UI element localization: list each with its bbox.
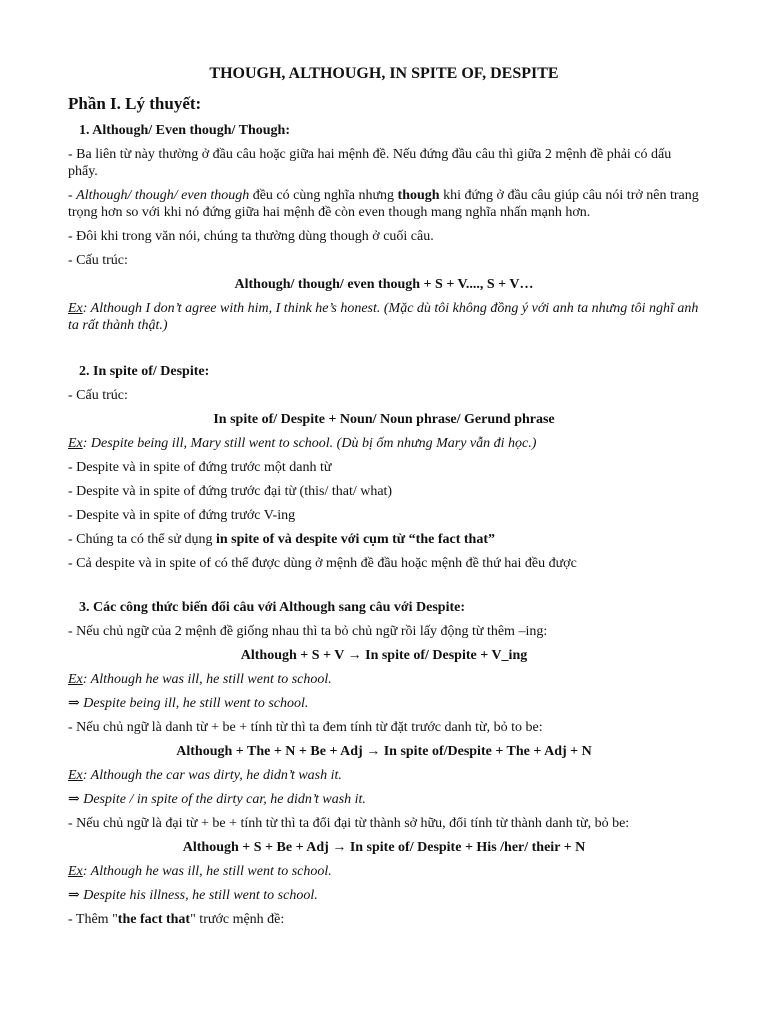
s2-paragraph-4: - Despite và in spite of đứng trước V-ing bbox=[68, 508, 296, 523]
s2-p5-start: - Chúng ta có thể sử dụng bbox=[68, 532, 216, 547]
part-heading: Phần I. Lý thuyết: bbox=[68, 94, 202, 113]
s3-rule-4 bbox=[68, 911, 700, 928]
spacer bbox=[68, 579, 700, 599]
section-1-heading: 1. Although/ Even though/ Though: bbox=[79, 123, 290, 138]
s3-rule-1: - Nếu chủ ngữ của 2 mệnh đề giống nhau thì ta bỏ chủ ngữ rồi lấy động từ thêm –ing: bbox=[68, 624, 548, 639]
s1-paragraph-4: - Cấu trúc: bbox=[68, 253, 128, 268]
s3-formula-1: Although + S + V → In spite of/ Despite + V_ing bbox=[240, 648, 528, 663]
s2-ex-label: Ex bbox=[68, 436, 83, 451]
s3-ex2-label: Ex bbox=[68, 768, 83, 783]
s2-example bbox=[68, 435, 700, 452]
s3-example-2-result: ⇒ Despite / in spite of the dirty car, he didn’t wash it. bbox=[68, 792, 366, 807]
s3-formula-3: Although + S + Be + Adj → In spite of/ Despite + His /her/ their + N bbox=[182, 840, 586, 855]
s2-paragraph-5 bbox=[68, 531, 700, 548]
s2-p5-bold: in spite of và despite với cụm từ “the fact that” bbox=[215, 532, 495, 547]
s2-paragraph-1: - Cấu trúc: bbox=[68, 388, 128, 403]
s3-ex1-label: Ex bbox=[68, 672, 83, 687]
s1-paragraph-2 bbox=[68, 187, 700, 221]
s1-ex-label: Ex bbox=[68, 301, 83, 316]
document-title: THOUGH, ALTHOUGH, IN SPITE OF, DESPITE bbox=[209, 65, 559, 82]
s2-ex-text: : Despite being ill, Mary still went to school. (Dù bị ốm nhưng Mary vẫn đi học.) bbox=[82, 436, 537, 451]
s3-example-1-result: ⇒ Despite being ill, he still went to school. bbox=[68, 696, 309, 711]
s1-p2-bold: though bbox=[397, 188, 440, 203]
s2-paragraph-6: - Cả despite và in spite of có thể được dùng ở mệnh đề đầu hoặc mệnh đề thứ hai đều được bbox=[68, 556, 577, 571]
s2-formula: In spite of/ Despite + Noun/ Noun phrase/ Gerund phrase bbox=[213, 412, 555, 427]
s3-example-3 bbox=[68, 863, 700, 880]
s3-rule-2: - Nếu chủ ngữ là danh từ + be + tính từ thì ta đem tính từ đặt trước danh từ, bỏ to be: bbox=[68, 720, 543, 735]
s3-formula-2: Although + The + N + Be + Adj → In spite of/Despite + The + Adj + N bbox=[176, 744, 592, 759]
s3-rule-3: - Nếu chủ ngữ là đại từ + be + tính từ thì ta đổi đại từ thành sở hữu, đổi tính từ thành danh từ, bỏ be: bbox=[68, 816, 630, 831]
section-3-heading: 3. Các công thức biến đổi câu với Although sang câu với Despite: bbox=[79, 600, 465, 615]
s3-r4-end: " trước mệnh đề: bbox=[190, 912, 285, 927]
s1-formula: Although/ though/ even though + S + V...., S + V… bbox=[234, 277, 534, 292]
s1-p2-dash: - bbox=[68, 188, 77, 203]
spacer bbox=[68, 341, 700, 363]
s3-r4-start: - Thêm " bbox=[68, 912, 118, 927]
s3-example-1 bbox=[68, 671, 700, 688]
s1-example bbox=[68, 300, 700, 334]
s3-ex3-text: : Although he was ill, he still went to school. bbox=[82, 864, 332, 879]
s2-paragraph-3: - Despite và in spite of đứng trước đại từ (this/ that/ what) bbox=[68, 484, 393, 499]
s1-paragraph-1: - Ba liên từ này thường ở đầu câu hoặc giữa hai mệnh đề. Nếu đứng đầu câu thì giữa 2 mệnh đề phải có dấu phẩy. bbox=[68, 147, 672, 179]
s1-paragraph-3: - Đôi khi trong văn nói, chúng ta thường dùng though ở cuối câu. bbox=[68, 229, 434, 244]
s1-p2-italic: Although/ though/ even though bbox=[76, 188, 250, 203]
s3-ex1-text: : Although he was ill, he still went to school. bbox=[82, 672, 332, 687]
s3-example-3-result: ⇒ Despite his illness, he still went to school. bbox=[68, 888, 318, 903]
s3-r4-bold: the fact that bbox=[117, 912, 191, 927]
section-2-heading: 2. In spite of/ Despite: bbox=[79, 364, 210, 379]
s1-p2-mid: đều có cùng nghĩa nhưng bbox=[249, 188, 398, 203]
s2-paragraph-2: - Despite và in spite of đứng trước một danh từ bbox=[68, 460, 332, 475]
s3-ex3-label: Ex bbox=[68, 864, 83, 879]
s3-example-2 bbox=[68, 767, 700, 784]
s3-ex2-text: : Although the car was dirty, he didn’t wash it. bbox=[82, 768, 342, 783]
document-page bbox=[68, 58, 700, 935]
s1-p2-end: khi đứng ở đầu câu giúp câu nói trở nên trang trọng hơn so với khi nó đứng giữa hai mệnh đề còn even though mang nghĩa nhấn mạnh hơn. bbox=[68, 188, 699, 220]
s1-ex-text: : Although I don’t agree with him, I think he’s honest. (Mặc dù tôi không đồng ý với anh ta nhưng tôi nghĩ anh ta rất thành thật.) bbox=[68, 301, 699, 333]
